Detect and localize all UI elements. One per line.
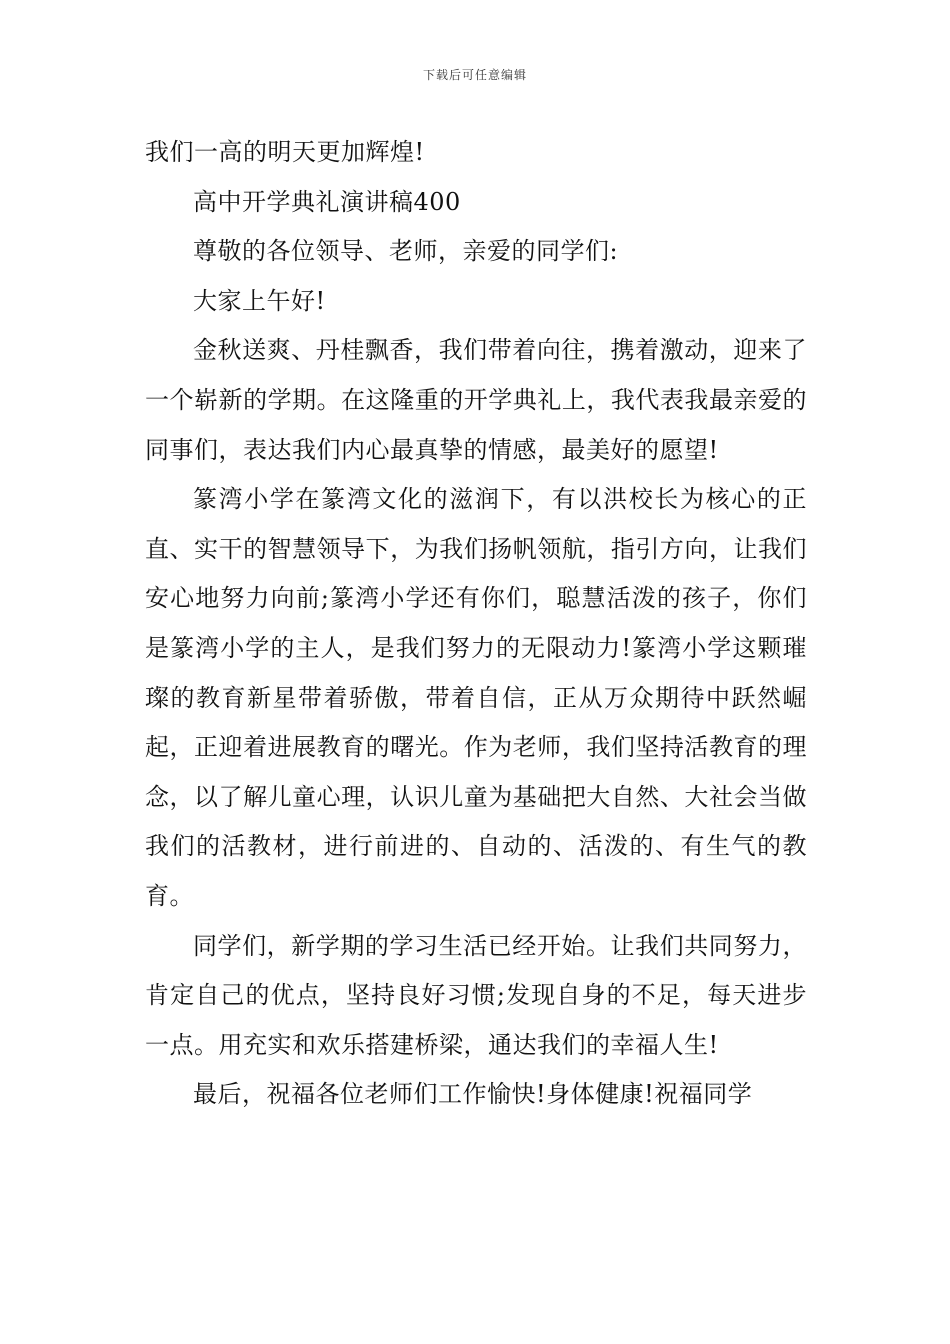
- paragraph-speech-title: 高中开学典礼演讲稿400: [193, 187, 461, 216]
- paragraph-body-3: 同学们，新学期的学习生活已经开始。让我们共同努力，肯定自己的优点，坚持良好习惯;发现自身的不足，每天进步一点。用充实和欢乐搭建桥梁，通达我们的幸福人生!: [145, 931, 807, 1059]
- page-header: 下载后可任意编辑: [422, 68, 527, 82]
- paragraph-salutation: 尊敬的各位领导、老师，亲爱的同学们:: [193, 237, 619, 266]
- document-body: [145, 128, 807, 1120]
- paragraph-closing-line: 我们一高的明天更加辉煌!: [145, 138, 425, 166]
- paragraph-body-4: 最后，祝福各位老师们工作愉快!身体健康!祝福同学: [193, 1080, 753, 1109]
- paragraph-greeting: 大家上午好!: [193, 286, 326, 315]
- paragraph-body-1: 金秋送爽、丹桂飘香，我们带着向往，携着激动，迎来了一个崭新的学期。在这隆重的开学典礼上，我代表我最亲爱的同事们，表达我们内心最真挚的情感，最美好的愿望!: [145, 336, 807, 464]
- paragraph-body-2: 篆湾小学在篆湾文化的滋润下，有以洪校长为核心的正直、实干的智慧领导下，为我们扬帆领航，指引方向，让我们安心地努力向前;篆湾小学还有你们，聪慧活泼的孩子，你们是篆湾小学的主人，是我们努力的无限动力!篆湾小学这颗璀璨的教育新星带着骄傲，带着自信，正从万众期待中跃然崛起，正迎着进展教育的曙光。作为老师，我们坚持活教育的理念，以了解儿童心理，认识儿童为基础把大自然、大社会当做我们的活教材，进行前进的、自动的、活泼的、有生气的教育。: [145, 485, 807, 910]
